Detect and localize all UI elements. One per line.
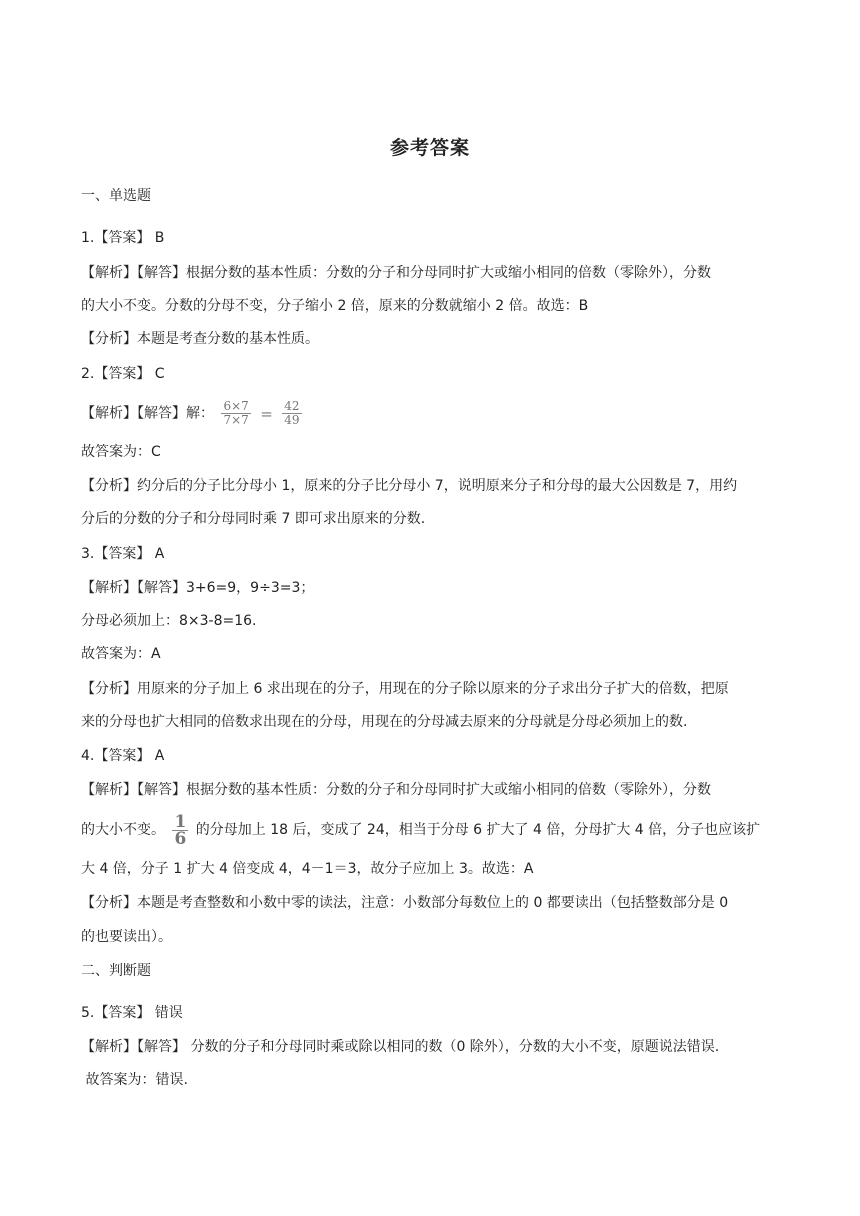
fraction-numerator: 1 (174, 811, 187, 832)
section-heading-single-choice: 一、单选题 (81, 188, 151, 204)
answer-line-q3: 3.【答案】 A (81, 546, 165, 562)
fraction-denominator: 6 (174, 828, 187, 849)
analysis-line: 【分析】约分后的分子比分母小 1，原来的分子比分母小 7，说明原来分子和分母的最大公因数是 7，用约 (81, 478, 738, 494)
explanation-line: 【解析】【解答】 分数的分子和分母同时乘或除以相同的数（0 除外），分数的大小不变，原题说法错误. (81, 1039, 720, 1055)
explanation-line: 【解析】【解答】3+6=9，9÷3=3； (81, 580, 315, 596)
result-line: 故答案为：A (81, 646, 161, 662)
fraction-denominator: 7×7 (223, 413, 249, 427)
section-heading-true-false: 二、判断题 (81, 963, 151, 979)
explanation-line: 分母必须加上：8×3-8=16. (81, 613, 257, 629)
analysis-line: 【分析】用原来的分子加上 6 求出现在的分子，用现在的分子除以原来的分子求出分子扩大的倍数，把原 (81, 681, 729, 697)
fraction-6x7-over-7x7 (221, 400, 250, 427)
explanation-line-with-fraction (81, 813, 760, 847)
explanation-text: 的分母加上 18 后，变成了 24，相当于分母 6 扩大了 4 倍，分母扩大 4 倍，分子也应该扩 (195, 822, 761, 838)
answer-line-q5: 5.【答案】 错误 (81, 1005, 183, 1021)
page-title: 参考答案 (389, 137, 470, 159)
equals-sign: = (260, 404, 273, 423)
result-line: 故答案为：C (81, 444, 161, 460)
fraction-numerator: 6×7 (223, 399, 249, 413)
fraction-42-over-49 (282, 400, 301, 427)
explanation-line: 的大小不变。分数的分母不变，分子缩小 2 倍，原来的分数就缩小 2 倍。故选：B (81, 298, 589, 314)
analysis-line: 【分析】本题是考查整数和小数中零的读法，注意：小数部分每数位上的 0 都要读出（包括整数部分是 0 (81, 895, 729, 911)
analysis-line: 分后的分数的分子和分母同时乘 7 即可求出原来的分数. (81, 511, 426, 527)
fraction-denominator: 49 (284, 413, 300, 427)
explanation-line: 【解析】【解答】根据分数的基本性质：分数的分子和分母同时扩大或缩小相同的倍数（零除外），分数 (81, 782, 711, 798)
explanation-line: 【解析】【解答】根据分数的基本性质：分数的分子和分母同时扩大或缩小相同的倍数（零除外），分数 (81, 265, 711, 281)
result-line: 故答案为：错误. (81, 1072, 188, 1088)
analysis-line: 的也要读出）。 (81, 929, 172, 945)
explanation-text: 的大小不变。 (81, 822, 165, 838)
explanation-line: 大 4 倍，分子 1 扩大 4 倍变成 4，4－1＝3，故分子应加上 3。故选：A (81, 861, 534, 877)
analysis-line: 【分析】本题是考查分数的基本性质。 (81, 331, 319, 347)
fraction-numerator: 42 (284, 399, 300, 413)
explanation-line-with-formula (81, 400, 305, 427)
analysis-line: 来的分母也扩大相同的倍数求出现在的分母，用现在的分母减去原来的分母就是分母必须加上的数. (81, 714, 688, 730)
answer-line-q2: 2.【答案】 C (81, 366, 165, 382)
fraction-1-over-6 (172, 811, 188, 849)
answer-line-q1: 1.【答案】 B (81, 230, 165, 246)
explanation-prefix: 【解析】【解答】解： (81, 405, 214, 422)
answer-line-q4: 4.【答案】 A (81, 748, 165, 764)
